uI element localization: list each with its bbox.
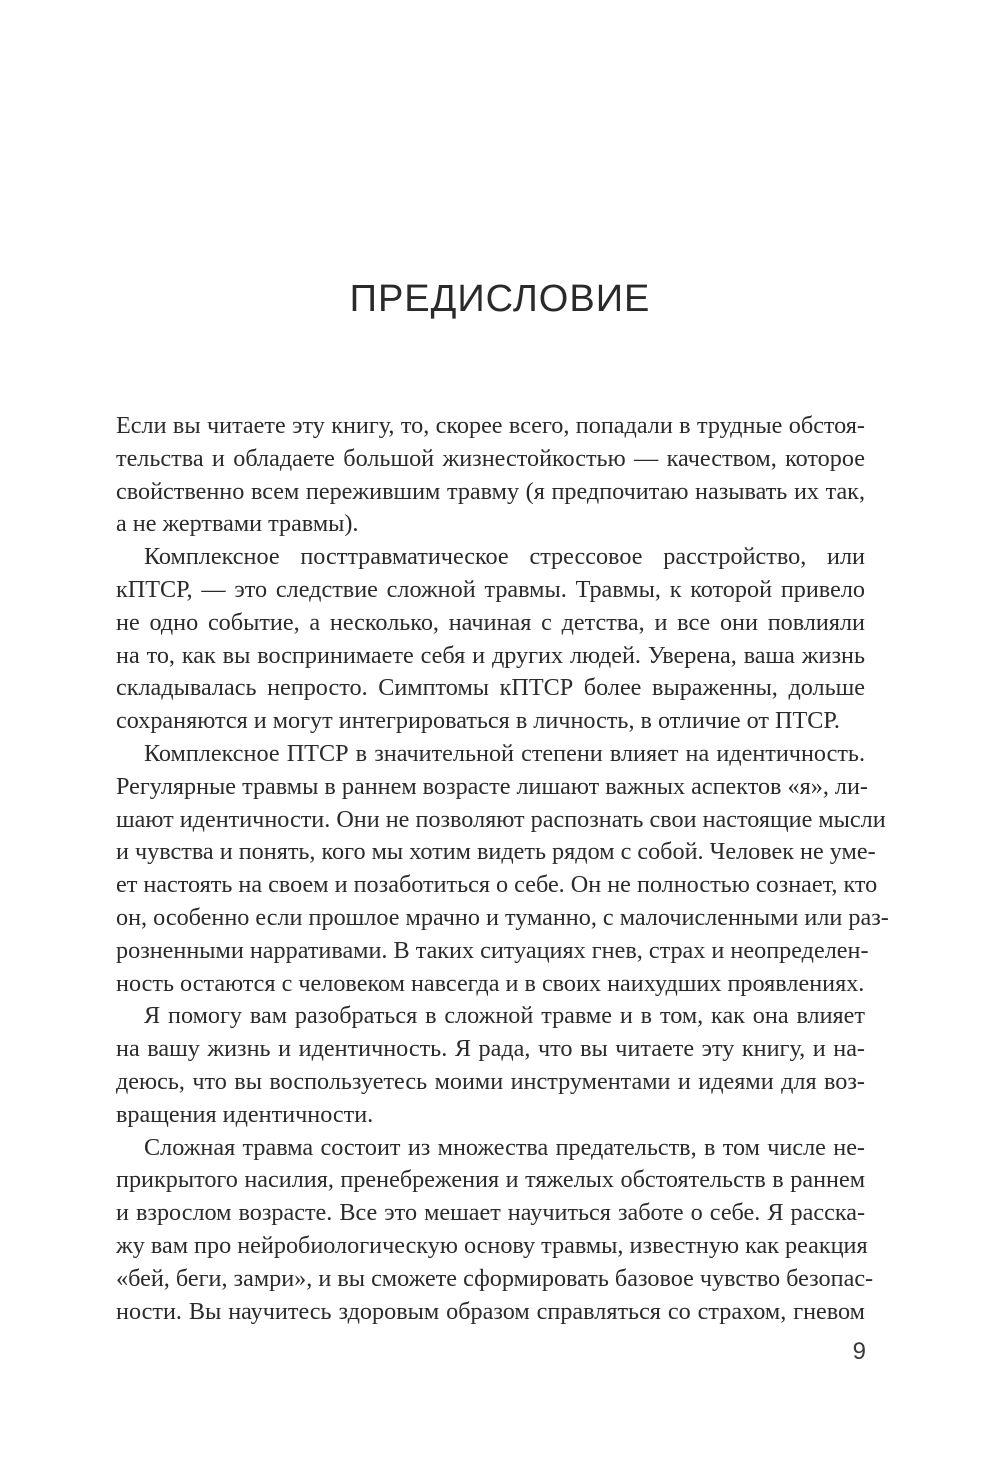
text-line: розненными нарративами. В таких ситуациях гнев, страх и неопределен- (116, 936, 869, 964)
text-line: он, особенно если прошлое мрачно и туманно, с малочисленными или раз- (116, 903, 889, 931)
text-line: деюсь, что вы воспользуетесь моими инструментами и идеями для воз- (116, 1067, 865, 1095)
text-line: а не жертвами травмы). (116, 510, 359, 538)
text-line: вращения идентичности. (116, 1100, 374, 1128)
text-line: Регулярные травмы в раннем возрасте лишают важных аспектов «я», ли- (116, 772, 868, 800)
text-line: Сложная травма состоит из множества предательств, в том числе не- (144, 1133, 865, 1161)
text-line: Комплексное посттравматическое стрессовое расстройство, или (144, 543, 865, 571)
text-line: Если вы читаете эту книгу, то, скорее всего, попадали в трудные обстоя- (116, 412, 865, 439)
text-line: и чувства и понять, кого мы хотим видеть рядом с собой. Человек не уме- (116, 838, 876, 866)
page-number: 9 (852, 1338, 866, 1365)
text-line: на вашу жизнь и идентичность. Я рада, что вы читаете эту книгу, и на- (116, 1035, 865, 1063)
text-line: не одно событие, а несколько, начиная с детства, и все они повлияли (116, 608, 865, 636)
text-line: жу вам про нейробиологическую основу травмы, известную как реакция (116, 1231, 868, 1259)
text-line: ет настоять на своем и позаботиться о себе. Он не полностью сознает, кто (116, 871, 878, 899)
text-line: на то, как вы воспринимаете себя и других людей. Уверена, ваша жизнь (116, 641, 865, 669)
text-line: «бей, беги, замри», и вы сможете сформировать базовое чувство безопас- (116, 1264, 874, 1292)
text-line: кПТСР, — это следствие сложной травмы. Травмы, к которой привело (116, 575, 865, 603)
text-line: и взрослом возрасте. Все это мешает научиться заботе о себе. Я расска- (116, 1199, 865, 1227)
text-line: Комплексное ПТСР в значительной степени влияет на идентичность. (144, 739, 865, 767)
text-line: ность остаются с человеком навсегда и в своих наихудших проявлениях. (116, 969, 865, 997)
body-text (116, 410, 889, 1328)
chapter-title: ПРЕДИСЛОВИЕ (349, 278, 651, 320)
text-line: сохраняются и могут интегрироваться в личность, в отличие от ПТСР. (116, 707, 840, 735)
text-line: складывалась непросто. Симптомы кПТСР более выраженны, дольше (116, 674, 865, 702)
text-line: прикрытого насилия, пренебрежения и тяжелых обстоятельств в раннем (116, 1166, 865, 1194)
text-line: тельства и обладаете большой жизнестойкостью — качеством, которое (116, 444, 865, 472)
text-line: шают идентичности. Они не позволяют распознать свои настоящие мысли (116, 805, 886, 833)
text-line: ности. Вы научитесь здоровым образом справляться со страхом, гневом (116, 1297, 865, 1325)
text-line: Я помогу вам разобраться в сложной травме и в том, как она влияет (144, 1002, 865, 1030)
text-line: свойственно всем пережившим травму (я предпочитаю называть их так, (116, 477, 865, 505)
